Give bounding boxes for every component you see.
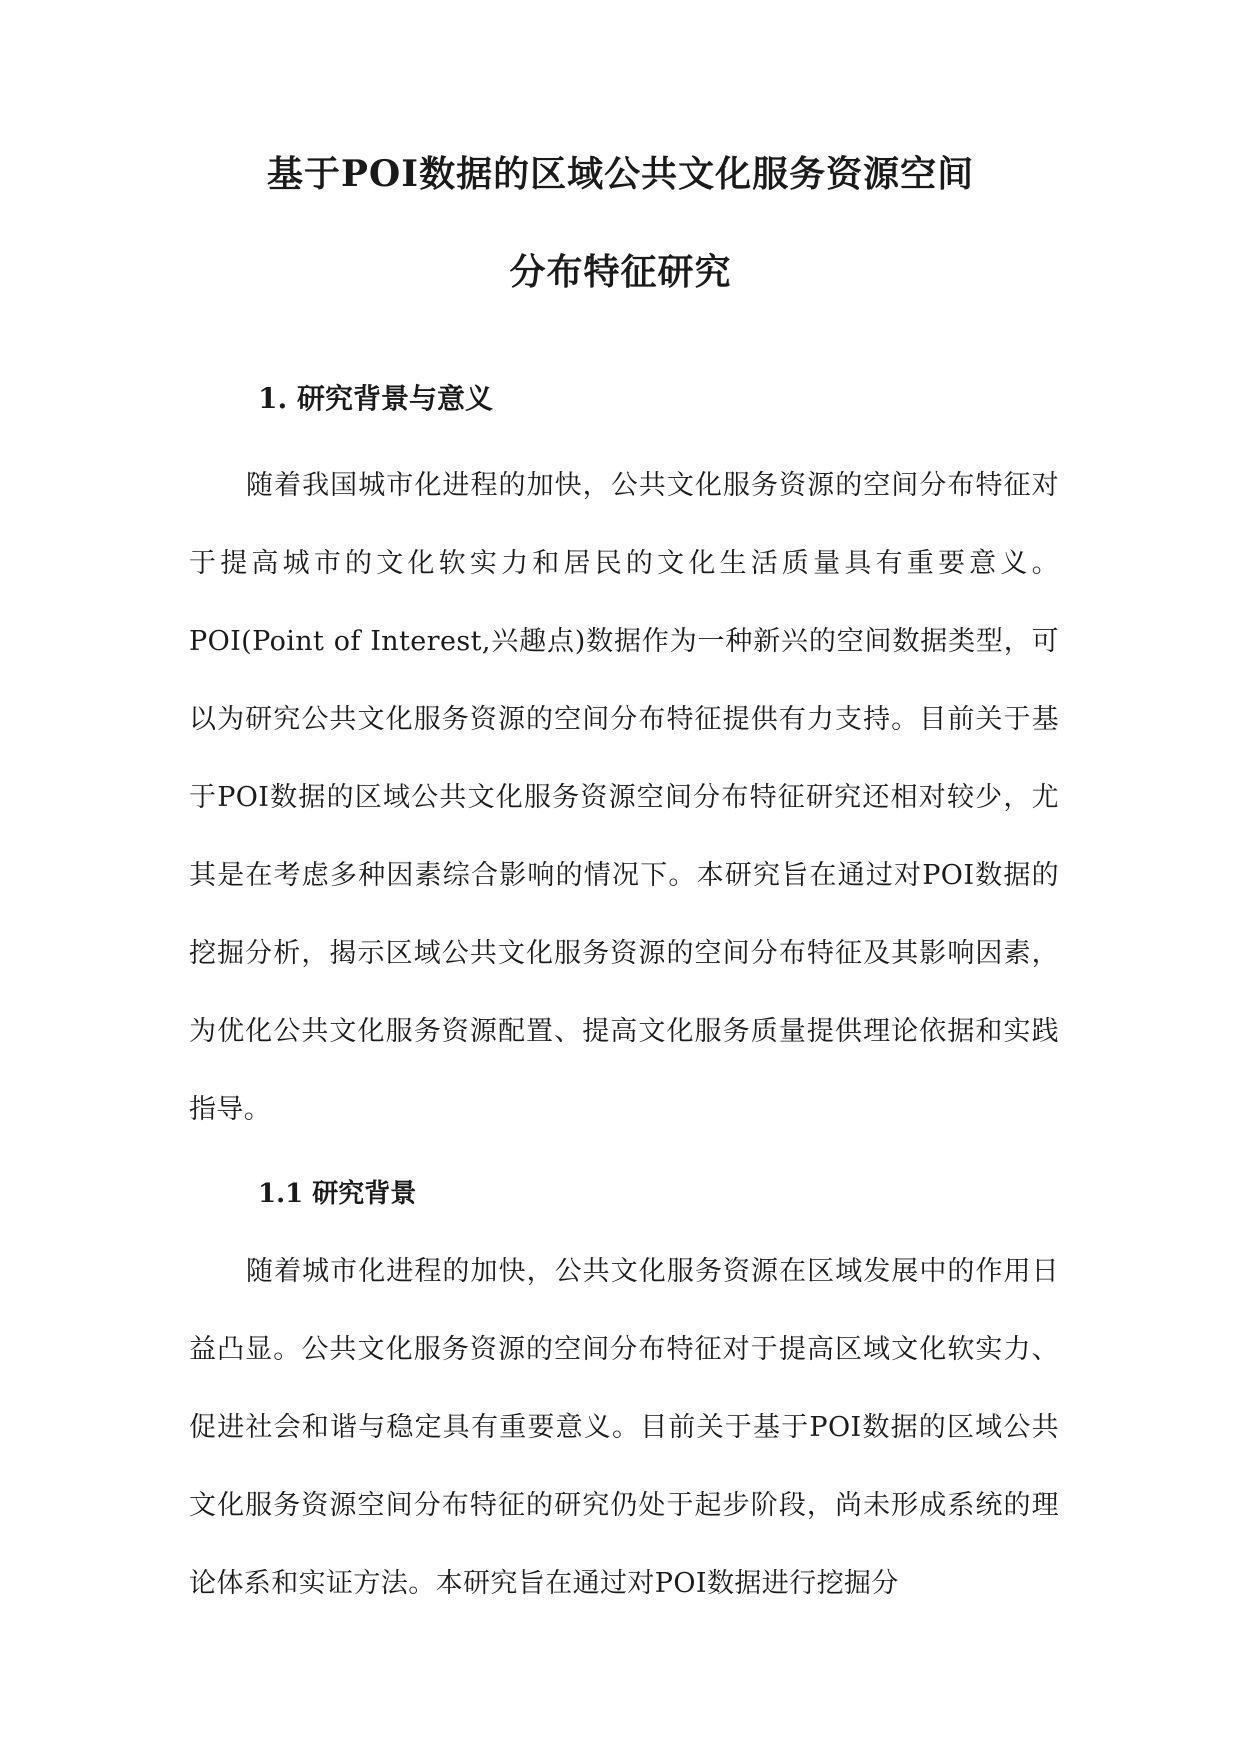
- section-heading-research-background-significance: 1. 研究背景与意义: [258, 382, 493, 415]
- document-title-line-2: 分布特征研究: [509, 251, 732, 293]
- section-paragraph-background-significance: 随着我国城市化进程的加快，公共文化服务资源的空间分布特征对于提高城市的文化软实力和居民的文化生活质量具有重要意义。POI(Point of Interest,兴趣点)数据作为一种新兴的空间数据类型，可以为研究公共文化服务资源的空间分布特征提供有力支持。目前关于基于POI数据的区域公共文化服务资源空间分布特征研究还相对较少，尤其是在考虑多种因素综合影响的情况下。本研究旨在通过对POI数据的挖掘分析，揭示区域公共文化服务资源的空间分布特征及其影响因素，为优化公共文化服务资源配置、提高文化服务质量提供理论依据和实践指导。: [189, 470, 1059, 1125]
- subsection-heading-research-background: 1.1 研究背景: [258, 1179, 417, 1209]
- document-title-line-1: 基于POI数据的区域公共文化服务资源空间: [266, 153, 975, 195]
- subsection-paragraph-research-background: 随着城市化进程的加快，公共文化服务资源在区域发展中的作用日益凸显。公共文化服务资源的空间分布特征对于提高区域文化软实力、促进社会和谐与稳定具有重要意义。目前关于基于POI数据的区域公共文化服务资源空间分布特征的研究仍处于起步阶段，尚未形成系统的理论体系和实证方法。本研究旨在通过对POI数据进行挖掘分: [189, 1256, 1059, 1599]
